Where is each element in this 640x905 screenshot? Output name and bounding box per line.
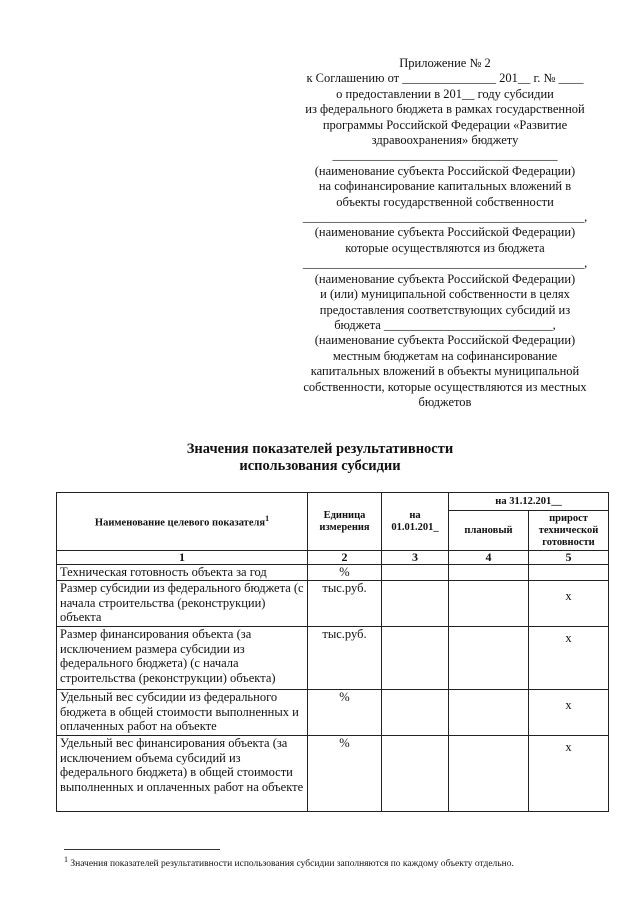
row-growth [529,565,609,581]
header-line: объекты государственной собственности [336,194,554,209]
header-line: местным бюджетам на софинансирование [332,348,558,363]
header-blank-line: ____________________________________ [332,148,558,163]
row-date [382,565,449,581]
row-planned [449,565,529,581]
table-row [57,736,609,812]
table-header-row [57,493,609,511]
header-line: к Соглашению от _______________ 201__ г. № ____ [306,71,584,86]
column-numbers-row [57,551,609,565]
header-cell-growth [529,511,609,551]
row-date [382,690,449,736]
header-line: бюджетов [418,394,472,409]
row-growth: х [529,627,609,690]
col-number: 2 [308,551,382,565]
header-name-text: Наименование целевого показателя [94,517,266,529]
indicators-table [56,492,609,812]
header-line: Приложение № 2 [399,56,491,70]
appendix-header [290,56,600,410]
header-line: и (или) муниципальной собственности в целях [320,287,570,302]
header-planned-text: плановый [464,524,513,536]
table-row [57,627,609,690]
row-name: Размер субсидии из федерального бюджета (с начала строительства (реконструкции) объекта [57,581,308,627]
row-growth: х [529,736,609,812]
header-line: о предоставлении в 201__ году субсидии [336,86,554,101]
header-line: (наименование субъекта Российской Федерации) [314,225,576,240]
row-name: Размер финансирования объекта (за исключением размера субсидии из федерального бюджета) (с начала строительства (реконструкции) объекта) [57,627,308,690]
row-date [382,581,449,627]
table-row [57,690,609,736]
table-row [57,581,609,627]
header-line: собственности, которые осуществляются из местных [303,379,587,394]
header-line: на софинансирование капитальных вложений в [318,179,572,194]
header-line: (наименование субъекта Российской Федерации) [314,333,576,348]
col-number: 1 [57,551,308,565]
row-unit: % [308,690,382,736]
row-unit: % [308,736,382,812]
header-line: бюджета ___________________________, [334,317,556,332]
footnote-divider [64,849,220,850]
row-name: Удельный вес субсидии из федерального бюджета в общей стоимости выполненных и оплаченных работ на объекте [57,690,308,736]
footnote-ref: 1 [265,514,270,524]
row-unit: % [308,565,382,581]
row-name: Техническая готовность объекта за год [57,565,308,581]
row-unit: тыс.руб. [308,627,382,690]
footnote [64,854,624,870]
row-date [382,736,449,812]
header-cell-unit [308,493,382,551]
title-line-2: использования субсидии [239,458,401,474]
header-line: из федерального бюджета в рамках государственной [305,102,585,117]
row-growth: х [529,581,609,627]
document-title [0,441,640,475]
header-cell-date [382,493,449,551]
col-number: 3 [382,551,449,565]
row-name: Удельный вес финансирования объекта (за исключением объема субсидий из федерального бюджета) в общей стоимости выполненных и оплаченных работ на объекте [57,736,308,812]
header-date-text: на 01.01.201_ [391,509,439,533]
header-blank-line: _____________________________________________, [302,256,588,271]
header-line: капитальных вложений в объекты муниципальной [310,364,580,379]
header-line: предоставления соответствующих субсидий из [319,302,571,317]
row-date [382,627,449,690]
row-planned [449,736,529,812]
row-planned [449,627,529,690]
footnote-mark: 1 [64,855,68,864]
header-line: здравоохранения» бюджету [371,133,519,148]
row-unit: тыс.руб. [308,581,382,627]
header-cell-name [57,493,308,551]
table-row [57,565,609,581]
row-growth: х [529,690,609,736]
header-unit-text: Единица измерения [319,509,370,533]
row-planned [449,581,529,627]
header-growth-text: прирост технической готовности [538,512,599,548]
header-line: (наименование субъекта Российской Федерации) [314,163,576,178]
col-number: 4 [449,551,529,565]
header-line: (наименование субъекта Российской Федерации) [314,271,576,286]
title-line-1: Значения показателей результативности [186,441,454,457]
header-line: программы Российской Федерации «Развитие [322,117,568,132]
header-group-text: на 31.12.201__ [495,495,562,507]
header-cell-planned [449,511,529,551]
header-line: которые осуществляются из бюджета [345,240,545,255]
col-number: 5 [529,551,609,565]
header-blank-line: _____________________________________________, [302,210,588,225]
footnote-text: Значения показателей результативности использования субсидии заполняются по каждому объекту отдельно. [70,859,514,870]
header-cell-group [449,493,609,511]
row-planned [449,690,529,736]
